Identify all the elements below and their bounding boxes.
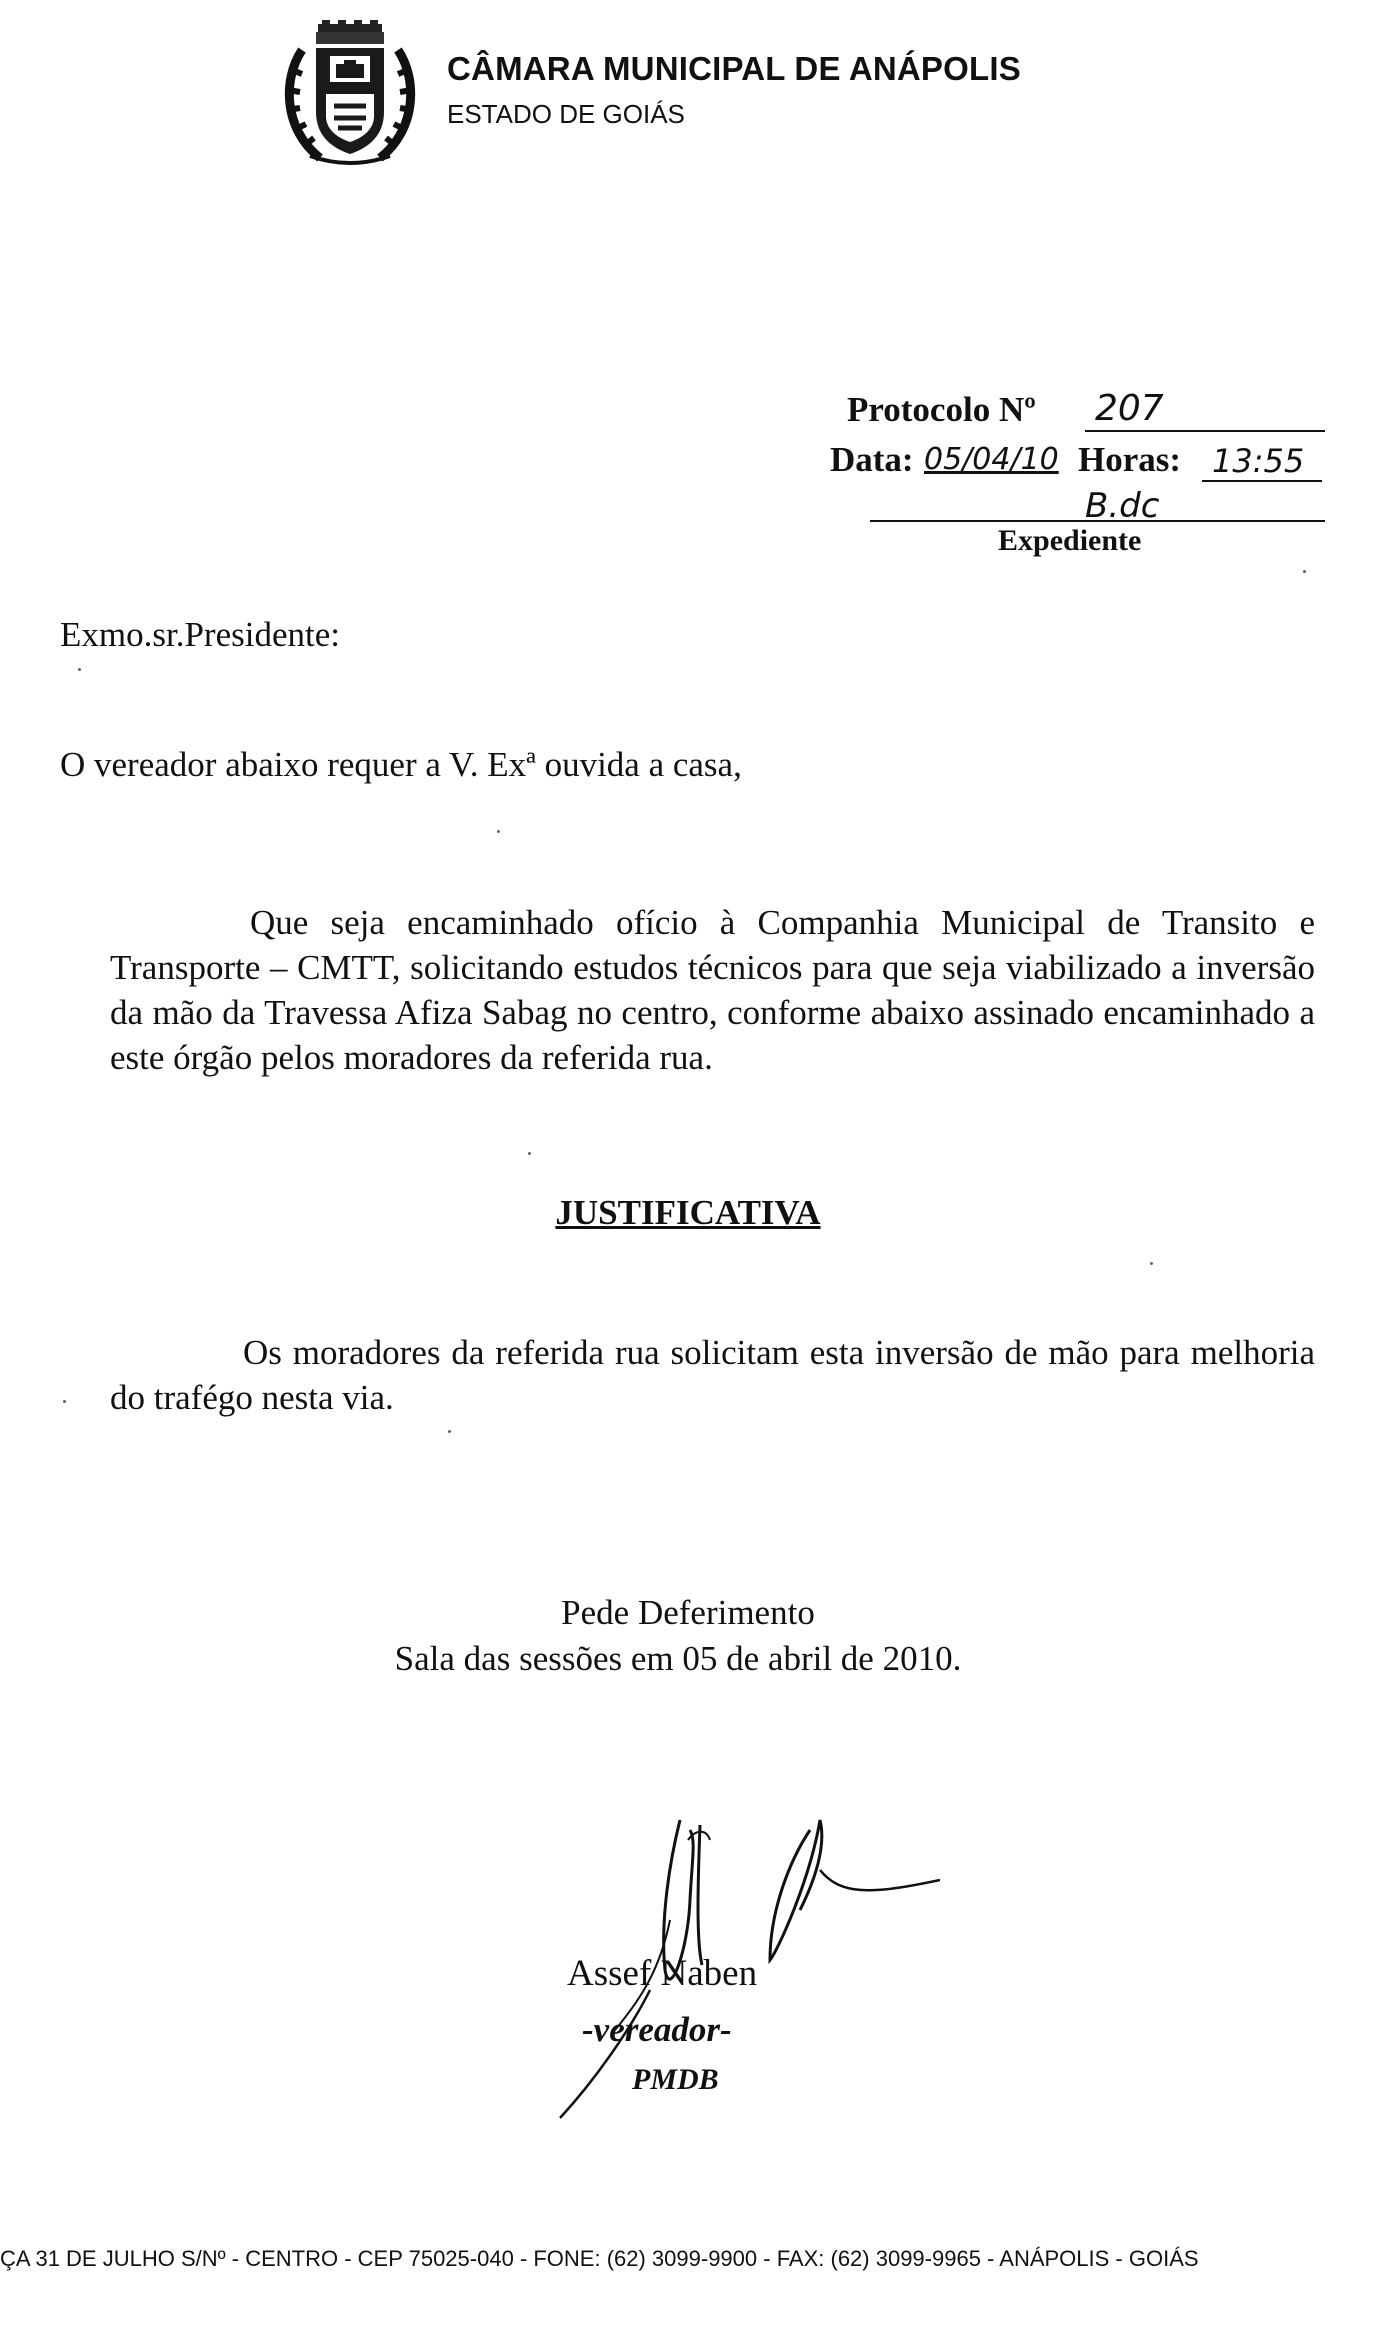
justification-text: Os moradores da referida rua solicitam esta inversão de mão para melhoria do trafégo nesta via. bbox=[110, 1333, 1315, 1417]
header-title: CÂMARA MUNICIPAL DE ANÁPOLIS bbox=[447, 50, 1021, 87]
justification-heading: JUSTIFICATIVA bbox=[555, 1193, 821, 1232]
signer-name: Assef Naben bbox=[567, 1953, 758, 1994]
closing-block bbox=[0, 1590, 1376, 1682]
header-subtitle: ESTADO DE GOIÁS bbox=[447, 99, 685, 129]
protocolo-number: 207 bbox=[1095, 388, 1164, 429]
scan-speck bbox=[448, 1430, 451, 1433]
scan-speck bbox=[1303, 570, 1306, 573]
expediente-label: Expediente bbox=[998, 524, 1142, 557]
signer-party: PMDB bbox=[632, 2063, 719, 2096]
request-text: Que seja encaminhado ofício à Companhia Municipal de Transito e Transporte – CMTT, solicitando estudos técnicos para que seja viabilizado a inversão da mão da Travessa Afiza Sabag no centro, conforme abaixo assinado encaminhado a este órgão pelos moradores da referida rua. bbox=[110, 903, 1315, 1077]
salutation: Exmo.sr.Presidente: bbox=[60, 615, 340, 654]
closing-request: Pede Deferimento bbox=[561, 1593, 815, 1632]
justification-paragraph bbox=[110, 1330, 1315, 1420]
scan-speck bbox=[1150, 1262, 1153, 1265]
footer-address: ÇA 31 DE JULHO S/Nº - CENTRO - CEP 75025-040 - FONE: (62) 3099-9900 - FAX: (62) 3099-9965 - ANÁPOLIS - GOIÁS bbox=[0, 2246, 1199, 2271]
request-paragraph bbox=[110, 900, 1315, 1080]
received-initials: B.dc bbox=[1085, 486, 1160, 526]
scan-speck bbox=[63, 1400, 66, 1403]
scan-speck bbox=[78, 668, 81, 671]
data-label: Data: bbox=[830, 440, 914, 479]
horas-value: 13:55 bbox=[1212, 442, 1305, 480]
signer-role: -vereador- bbox=[582, 2010, 732, 2049]
scan-speck bbox=[497, 830, 500, 833]
data-value: 05/04/10 bbox=[924, 442, 1059, 477]
horas-label: Horas: bbox=[1078, 440, 1182, 479]
scan-speck bbox=[528, 1152, 531, 1155]
protocolo-label: Protocolo Nº bbox=[847, 390, 1036, 429]
protocol-stamp bbox=[820, 390, 1325, 570]
closing-date: Sala das sessões em 05 de abril de 2010. bbox=[394, 1639, 962, 1678]
opening-line: O vereador abaixo requer a V. Exª ouvida a casa, bbox=[60, 745, 742, 784]
municipal-coat-of-arms-icon bbox=[280, 20, 420, 168]
